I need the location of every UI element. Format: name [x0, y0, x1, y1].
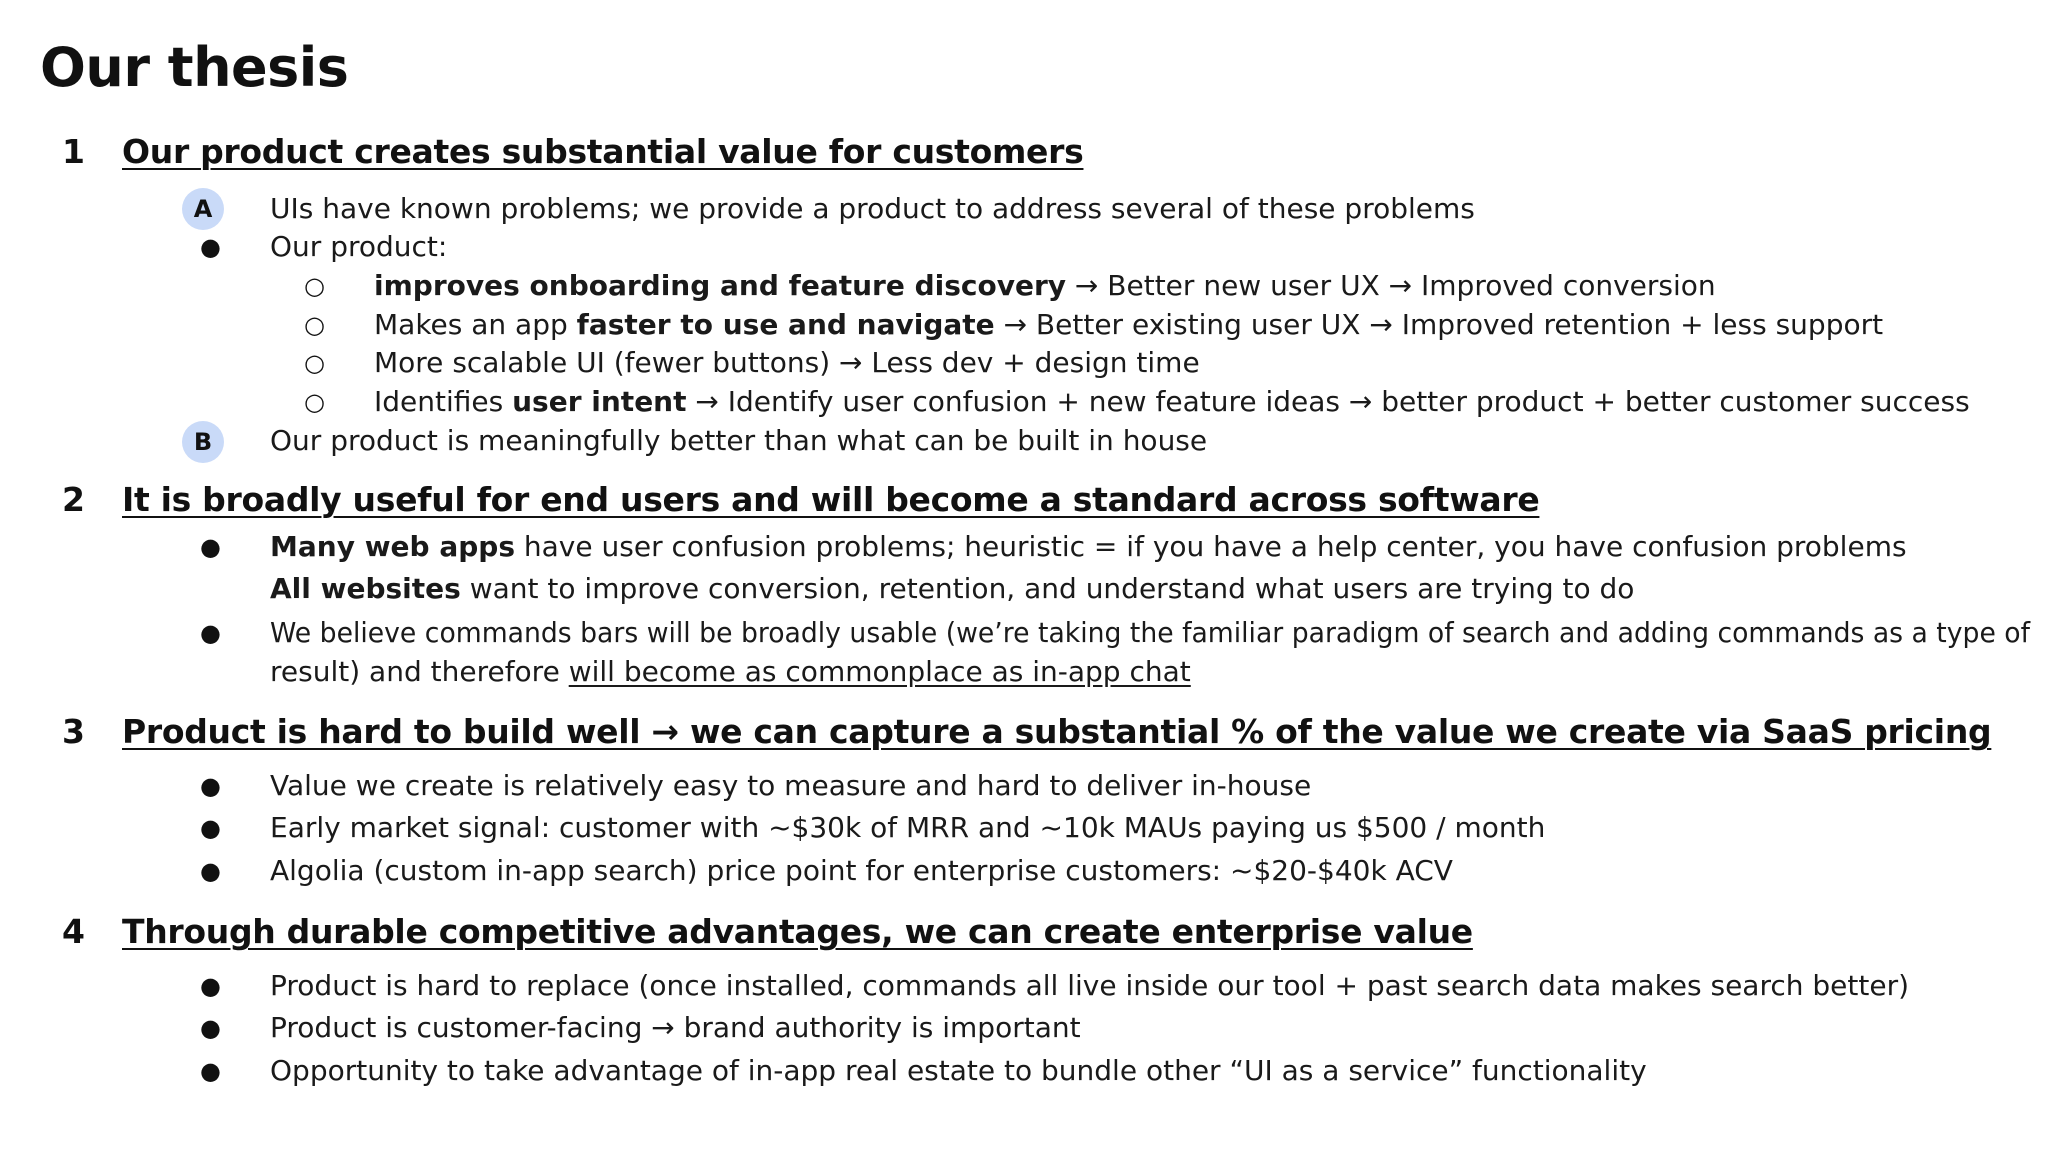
section-1-point-b: Our product is meaningfully better than what can be built in house — [270, 424, 1208, 457]
bullet-icon: ● — [200, 1057, 221, 1085]
section-2-point-2: We believe commands bars will be broadly usable (we’re taking the familiar paradigm of search and adding commands as a type of — [270, 616, 2030, 649]
section-4-number: 4 — [62, 912, 85, 951]
bullet-icon: ● — [200, 533, 221, 561]
circle-bullet-icon: ○ — [304, 349, 325, 377]
section-1-sub-2: Makes an app faster to use and navigate → Better existing user UX → Improved retention + less support — [374, 308, 1884, 341]
section-3-number: 3 — [62, 712, 85, 751]
bullet-icon: ● — [200, 857, 221, 885]
circle-bullet-icon: ○ — [304, 311, 325, 339]
section-1-bullet: Our product: — [270, 230, 448, 263]
section-3-bullet-3: Algolia (custom in-app search) price point for enterprise customers: ~$20-$40k ACV — [270, 854, 1453, 887]
section-1-point-a: UIs have known problems; we provide a product to address several of these problems — [270, 192, 1475, 225]
section-2-heading: It is broadly useful for end users and will become a standard across software — [122, 480, 1540, 519]
bullet-icon: ● — [200, 233, 221, 261]
section-1-number: 1 — [62, 132, 85, 171]
badge-a: A — [182, 188, 224, 230]
section-2-point-2-cont: result) and therefore will become as commonplace as in-app chat — [270, 655, 1191, 688]
bullet-icon: ● — [200, 619, 221, 647]
section-4-bullet-3: Opportunity to take advantage of in-app real estate to bundle other “UI as a service” functionality — [270, 1054, 1647, 1087]
page-title: Our thesis — [40, 36, 349, 99]
section-3-heading: Product is hard to build well → we can capture a substantial % of the value we create via SaaS pricing — [122, 712, 1992, 751]
section-2-point-1-cont: All websites want to improve conversion, retention, and understand what users are trying to do — [270, 572, 1635, 605]
section-3-bullet-2: Early market signal: customer with ~$30k of MRR and ~10k MAUs paying us $500 / month — [270, 811, 1546, 844]
section-1-sub-1: improves onboarding and feature discovery → Better new user UX → Improved conversion — [374, 269, 1716, 302]
badge-b: B — [182, 421, 224, 463]
circle-bullet-icon: ○ — [304, 388, 325, 416]
bullet-icon: ● — [200, 814, 221, 842]
bullet-icon: ● — [200, 772, 221, 800]
section-1-heading: Our product creates substantial value for customers — [122, 132, 1084, 171]
section-4-bullet-2: Product is customer-facing → brand authority is important — [270, 1011, 1081, 1044]
bullet-icon: ● — [200, 1014, 221, 1042]
section-3-bullet-1: Value we create is relatively easy to measure and hard to deliver in-house — [270, 769, 1312, 802]
bullet-icon: ● — [200, 972, 221, 1000]
section-4-bullet-1: Product is hard to replace (once installed, commands all live inside our tool + past search data makes search better) — [270, 969, 1910, 1002]
section-1-sub-4: Identifies user intent → Identify user confusion + new feature ideas → better product + better customer success — [374, 385, 1970, 418]
section-2-point-1: Many web apps have user confusion problems; heuristic = if you have a help center, you have confusion problems — [270, 530, 1907, 563]
section-4-heading: Through durable competitive advantages, we can create enterprise value — [122, 912, 1473, 951]
section-2-number: 2 — [62, 480, 85, 519]
section-1-sub-3: More scalable UI (fewer buttons) → Less dev + design time — [374, 346, 1200, 379]
circle-bullet-icon: ○ — [304, 272, 325, 300]
